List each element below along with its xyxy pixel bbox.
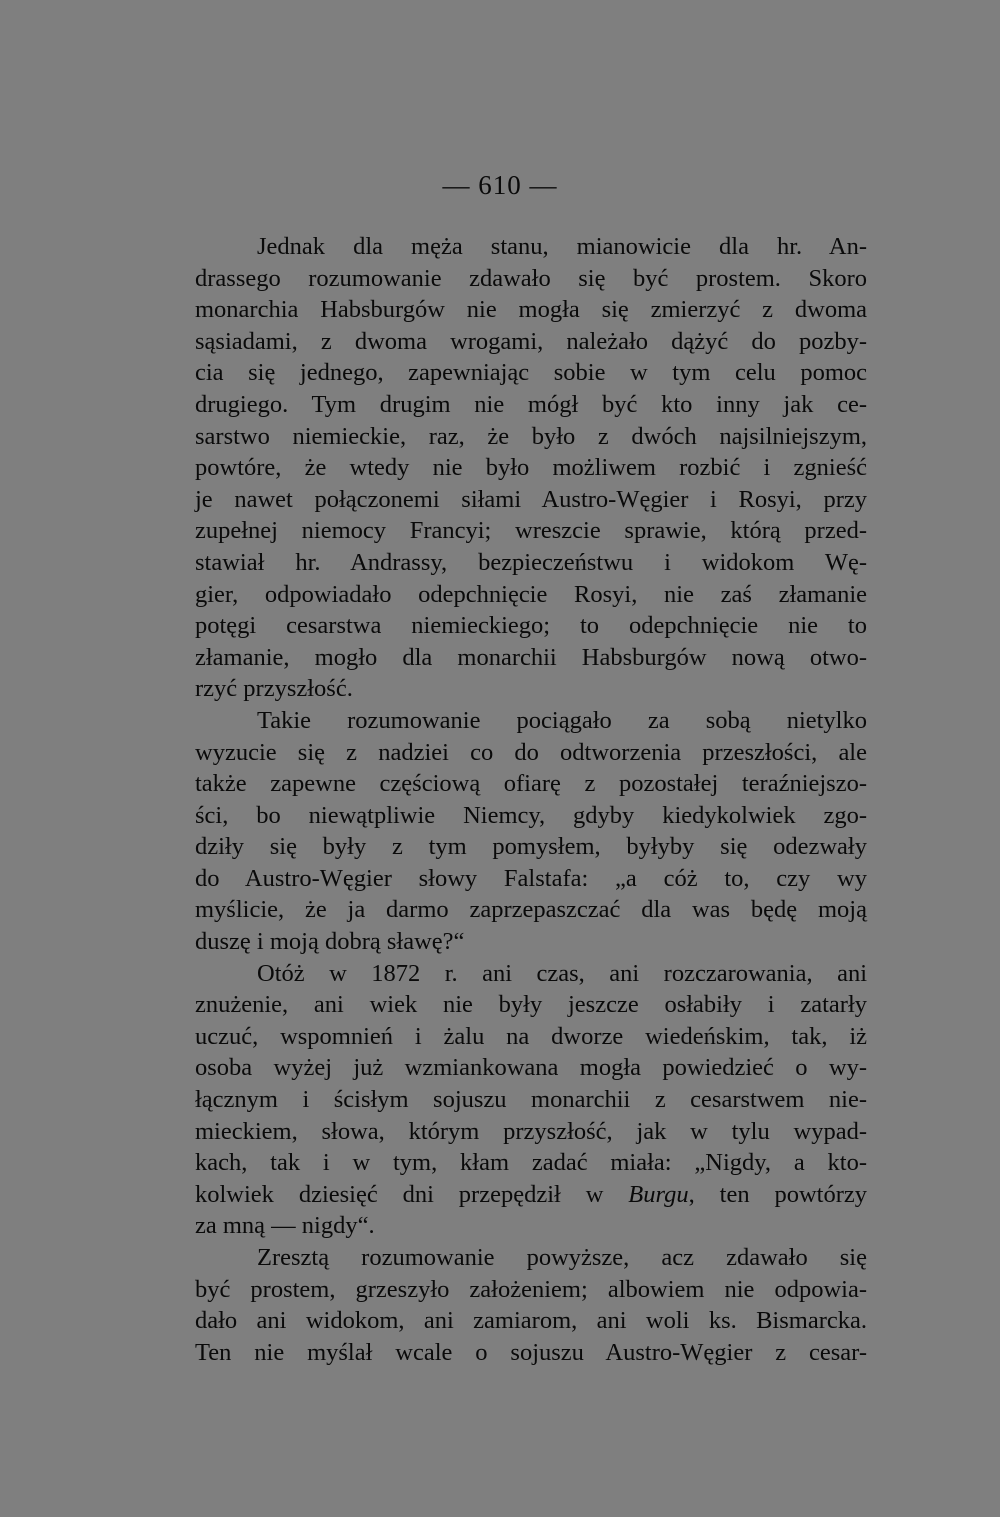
text-line: Jednak dla męża stanu, mianowicie dla hr. An-: [257, 233, 867, 260]
text-line: Ten nie myślał wcale o sojuszu Austro-Węgier z cesar-: [195, 1338, 867, 1366]
text-line: sąsiadami, z dwoma wrogami, należało dążyć do pozby-: [195, 327, 867, 355]
text-line: Takie rozumowanie pociągało za sobą nietylko: [257, 706, 867, 734]
page-number: — 610 —: [442, 170, 558, 200]
text-line: sarstwo niemieckie, raz, że było z dwóch najsilniejszym,: [195, 422, 867, 450]
text-line: duszę i moją dobrą sławę?“: [195, 928, 465, 956]
text-line: zupełnej niemocy Francyi; wreszcie sprawie, którą przed-: [195, 517, 867, 545]
text-line: dało ani widokom, ani zamiarom, ani woli ks. Bismarcka.: [195, 1307, 867, 1335]
text-line: kolwiek dziesięć dni przepędził w Burgu, ten powtórzy: [195, 1180, 867, 1208]
text-line: dziły się były z tym pomysłem, byłyby się odezwały: [195, 833, 867, 861]
text-line: mieckiem, słowa, którym przyszłość, jak w tylu wypad-: [195, 1117, 867, 1145]
body-text: [195, 231, 867, 1368]
text-line: uczuć, wspomnień i żalu na dworze wiedeńskim, tak, iż: [195, 1022, 867, 1050]
text-line: rzyć przyszłość.: [195, 675, 353, 703]
text-line: Zresztą rozumowanie powyższe, acz zdawało się: [257, 1244, 867, 1271]
emphasis-text: Burgu: [628, 1180, 689, 1208]
text-line: łącznym i ścisłym sojuszu monarchii z cesarstwem nie-: [195, 1086, 867, 1114]
text-line: znużenie, ani wiek nie były jeszcze osłabiły i zatarły: [195, 991, 867, 1019]
text-line: je nawet połączonemi siłami Austro-Węgier i Rosyi, przy: [195, 485, 867, 513]
text-line: do Austro-Węgier słowy Falstafa: „a cóż to, czy wy: [195, 864, 867, 892]
text-line: Otóż w 1872 r. ani czas, ani rozczarowania, ani: [257, 959, 867, 987]
text-line: drugiego. Tym drugim nie mógł być kto inny jak ce-: [195, 390, 867, 418]
text-line: potęgi cesarstwa niemieckiego; to odepchnięcie nie to: [195, 612, 867, 640]
text-line: stawiał hr. Andrassy, bezpieczeństwu i widokom Wę-: [195, 548, 867, 576]
text-line: kach, tak i w tym, kłam zadać miała: „Nigdy, a kto-: [195, 1149, 867, 1177]
text-line: drassego rozumowanie zdawało się być prostem. Skoro: [195, 264, 867, 292]
text-line: wyzucie się z nadziei co do odtworzenia przeszłości, ale: [195, 738, 867, 766]
text-line: monarchia Habsburgów nie mogła się zmierzyć z dwoma: [195, 296, 867, 324]
text-line: cia się jednego, zapewniając sobie w tym celu pomoc: [195, 359, 867, 387]
text-line: za mną — nigdy“.: [195, 1212, 375, 1240]
text-line: osoba wyżej już wzmiankowana mogła powiedzieć o wy-: [195, 1054, 867, 1082]
text-line: ści, bo niewątpliwie Niemcy, gdyby kiedykolwiek zgo-: [195, 801, 867, 829]
text-line: być prostem, grzeszyło założeniem; albowiem nie odpowia-: [195, 1275, 867, 1303]
text-line: myślicie, że ja darmo zaprzepaszczać dla was będę moją: [195, 896, 867, 924]
text-line: także zapewne częściową ofiarę z pozostałej teraźniejszo-: [195, 770, 867, 798]
text-line: złamanie, mogło dla monarchii Habsburgów nową otwo-: [195, 643, 867, 671]
text-line: powtóre, że wtedy nie było możliwem rozbić i zgnieść: [195, 454, 867, 482]
text-line: gier, odpowiadało odepchnięcie Rosyi, nie zaś złamanie: [195, 580, 867, 608]
